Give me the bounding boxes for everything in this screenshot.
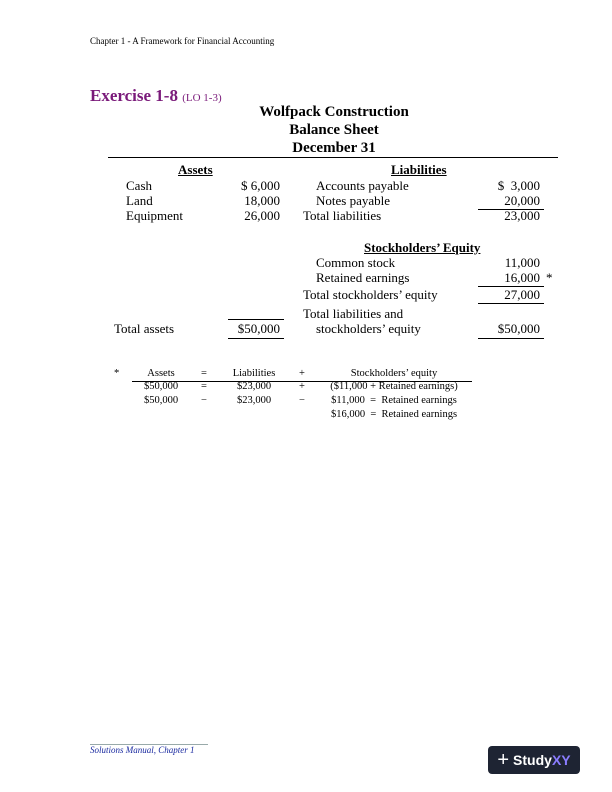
- company-name: Wolfpack Construction: [259, 104, 409, 120]
- total-equity-label: Total stockholders’ equity: [303, 287, 438, 302]
- calc-cell: −: [201, 395, 207, 406]
- total-le-label-1: Total liabilities and: [303, 306, 404, 321]
- liabilities-heading: Liabilities: [391, 162, 447, 177]
- total-le-value: $50,000: [497, 321, 540, 336]
- calc-cell: =: [201, 368, 207, 379]
- equity-value: 16,000: [504, 270, 540, 285]
- logo-xy: XY: [551, 752, 571, 768]
- asset-value: 18,000: [244, 193, 280, 208]
- exercise-title: [90, 86, 222, 106]
- liability-value: 20,000: [504, 193, 540, 208]
- plus-icon: +: [497, 749, 510, 771]
- header-divider: [108, 157, 558, 158]
- equity-heading: Stockholders’ Equity: [364, 240, 481, 255]
- statement-date: December 31: [292, 140, 376, 156]
- footnote-asterisk: *: [546, 270, 553, 285]
- double-underline-le: [478, 338, 544, 339]
- liability-label: Accounts payable: [316, 178, 409, 193]
- total-liabilities-label: Total liabilities: [303, 208, 382, 223]
- asset-label: Land: [126, 193, 153, 208]
- calc-cell: Liabilities: [232, 368, 276, 379]
- liability-value: $ 3,000: [497, 178, 540, 193]
- double-underline-assets: [228, 338, 284, 339]
- assets-heading: Assets: [178, 162, 213, 177]
- total-assets-value: $50,000: [237, 321, 280, 336]
- exercise-number: Exercise 1-8: [90, 86, 178, 105]
- logo-study: Study: [513, 752, 552, 768]
- asset-label: Cash: [126, 178, 152, 193]
- calc-marker: *: [114, 368, 120, 379]
- calc-cell: $11,000 = Retained earnings: [331, 395, 457, 406]
- equity-value: 11,000: [504, 255, 540, 270]
- total-le-label-2: stockholders’ equity: [316, 321, 421, 336]
- calc-cell: $16,000 = Retained earnings: [330, 409, 458, 420]
- statement-name: Balance Sheet: [289, 122, 379, 138]
- calc-cell: =: [201, 381, 207, 392]
- calc-cell: −: [299, 395, 305, 406]
- underline-assets: [228, 319, 284, 320]
- learning-objective: (LO 1-3): [182, 92, 222, 104]
- asset-value: 26,000: [244, 208, 280, 223]
- underline-total-equity: [478, 303, 544, 304]
- calc-cell: Assets: [147, 368, 175, 379]
- liability-label: Notes payable: [316, 193, 391, 208]
- footer-text: Solutions Manual, Chapter 1: [90, 745, 195, 755]
- chapter-header: Chapter 1 - A Framework for Financial Accounting: [90, 36, 275, 46]
- calc-cell: $23,000: [236, 381, 272, 392]
- calc-cell: $23,000: [236, 395, 272, 406]
- studyxy-logo: [488, 746, 580, 774]
- calc-cell: Stockholders’ equity: [350, 368, 438, 379]
- calc-cell: $50,000: [143, 395, 179, 406]
- total-equity-value: 27,000: [504, 287, 540, 302]
- calc-cell: ($11,000 + Retained earnings): [330, 381, 458, 392]
- total-liabilities-value: 23,000: [504, 208, 540, 223]
- asset-label: Equipment: [126, 208, 184, 223]
- calc-cell: $50,000: [143, 381, 179, 392]
- calc-cell: +: [299, 368, 305, 379]
- equity-label: Common stock: [316, 255, 396, 270]
- calc-cell: +: [299, 381, 305, 392]
- asset-value: $ 6,000: [241, 178, 280, 193]
- equity-label: Retained earnings: [316, 270, 410, 285]
- total-assets-label: Total assets: [114, 321, 175, 336]
